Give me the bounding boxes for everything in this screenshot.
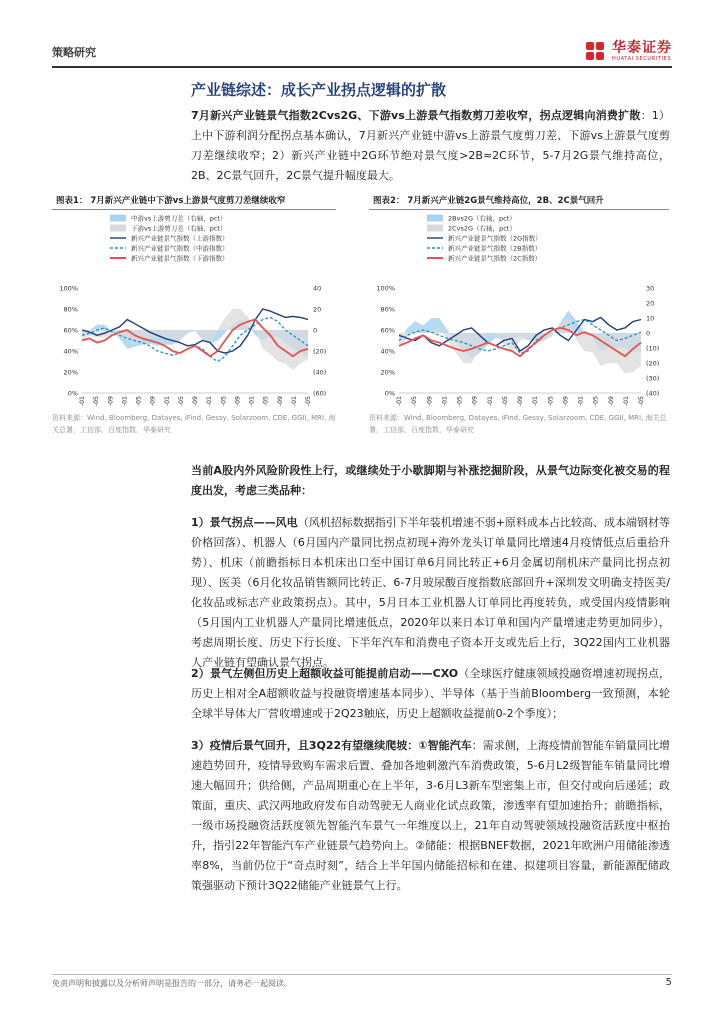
figure-1 [52, 193, 336, 436]
chart-2 [369, 210, 669, 406]
x-tick [150, 396, 157, 406]
item-1-paragraph [191, 513, 670, 673]
legend-label: 2Cvs2G（右轴，pct） [448, 224, 516, 233]
figure-2-source: 资料来源：Wind, Bloomberg, Datayes, iFind, Gessy, Solarzoom, CDE, GGII, MRI, 海关总署，工信部，百度指数，华泰研究 [369, 414, 667, 434]
item-2-paragraph [191, 664, 670, 724]
lead-paragraph: 当前A股内外风险阶段性上行，或继续处于小歇脚期与补涨挖掘阶段，从景气边际变化被交易的程度出发，考虑三类品种： [191, 464, 670, 497]
figure-2-title: 图表2： 7月新兴产业链2G景气维持高位，2B、2C景气回升 [369, 193, 669, 210]
x-tick [178, 396, 185, 406]
x-tick [578, 396, 585, 406]
x-tick [472, 396, 479, 406]
item-3-bold: 3）疫情后景气回升，且3Q22有望继续爬坡：①智能汽车 [191, 739, 472, 752]
x-tick [93, 396, 100, 406]
x-tick [532, 396, 539, 406]
y-right-tick: (40) [646, 389, 660, 398]
item-1-bold: 1）景气拐点——风电 [191, 516, 298, 529]
y-right-tick: 30 [646, 284, 655, 293]
logo-name-en: HUATAI SECURITIES [612, 55, 672, 62]
y-left-tick: 20% [63, 368, 78, 377]
x-tick [517, 396, 524, 406]
item-3-text: ：需求侧，上海疫情前智能车销量同比增速趋势回升，疫情导致购车需求后置、叠加各地刺激汽车消费政策，5-6月L2级智能车销量同比增速大幅回升；供给侧，产品周期重心在上半年，3-6月L3新车型密集上市，但交付或向后递延；政策面，重庆、武汉两地政府发布自动驾驶无人商业化试点政策，渗透率有望加速抬升；前瞻指标，一级市场投融资活跃度领先智能汽车景气一年维度以上，21年自动驾驶领域投融资活跃度中枢抬升，指引22年智能汽车产业链景气趋势向上。②储能：根据BNEF数据，2021年欧洲户用储能渗透率8%，当前仍位于“奇点时刻”，结合上半年国内储能招标和在建、拟建项目容量，新能源配储政策强驱动下预计3Q22储能产业链景气上行。 [191, 739, 671, 892]
y-right-tick: (20) [313, 347, 327, 356]
legend-label: 下游vs上游剪刀差（右轴，pct） [131, 224, 227, 233]
y-left-tick: 100% [376, 284, 395, 293]
item-1-text: （风机招标数据指引下半年装机增速不弱+原料成本占比较高、成本端钢材等价格回落）、机器人（6月国内产量同比拐点初现+海外龙头订单量同比增速4月疫情低点后重拾升势）、机床（前瞻指标日本机床出口至中国订单6月同比转正+6月金属切削机床产量同比拐点初现）、医美（6月化妆品销售额同比转正、6-7月玻尿酸百度指数底部回升+深圳发文明确支持医美/化妆品或标志产业政策拐点）。其中，5月日本工业机器人订单同比再度转负，或受国内疫情影响（5月国内工业机器人产量同比增速低点，2020年以来日本订单和国内产量增速走势更加同步），考虑周期长度、历史下行长度、下半年汽车和消费电子资本开支或先后上行，3Q22国内工业机器人产业链有望确认景气拐点。 [191, 516, 670, 669]
x-tick [249, 396, 256, 406]
y-left-tick: 60% [63, 326, 78, 335]
x-tick [277, 396, 284, 406]
x-tick [192, 396, 199, 406]
x-tick [79, 396, 86, 406]
x-tick [638, 396, 645, 406]
x-tick [623, 396, 630, 406]
x-tick [547, 396, 554, 406]
chart-1 [52, 210, 336, 406]
x-tick [396, 396, 403, 406]
x-tick [502, 396, 509, 406]
y-right-tick: (20) [646, 359, 660, 368]
x-tick [457, 396, 464, 406]
figure-1-source: 资料来源：Wind, Bloomberg, Datayes, iFind, Gessy, Solarzoom, CDE, GGII, MRI, 海关总署，工信部，百度指数，华泰研究 [52, 414, 336, 434]
x-tick [206, 396, 213, 406]
x-tick [562, 396, 569, 406]
legend-label: 中游vs上游剪刀差（右轴，pct） [131, 214, 227, 223]
item-2-bold: 2）景气左侧但历史上超额收益可能提前启动——CXO [191, 667, 459, 680]
x-tick [593, 396, 600, 406]
x-tick [136, 396, 143, 406]
figure-2 [369, 193, 669, 436]
logo-name: 华泰证券 [612, 39, 672, 56]
y-left-tick: 100% [59, 284, 78, 293]
legend-label: 2Bvs2G（右轴，pct） [448, 214, 516, 223]
y-right-tick: 0 [313, 326, 318, 335]
footer-disclaimer: 免责声明和披露以及分析师声明是报告的一部分，请务必一起阅读。 [52, 979, 292, 988]
x-tick [234, 396, 241, 406]
legend-label: 新兴产业链景气指数（2B指数） [448, 244, 542, 253]
legend-swatch [427, 225, 443, 232]
y-right-tick: (30) [646, 374, 660, 383]
x-tick [121, 396, 128, 406]
x-tick [411, 396, 418, 406]
y-left-tick: 0% [67, 389, 78, 398]
section-label: 策略研究 [52, 46, 96, 59]
x-tick [426, 396, 433, 406]
y-right-tick: 20 [313, 305, 322, 314]
legend-label: 新兴产业链景气指数（下游指数） [131, 254, 229, 263]
y-left-tick: 80% [63, 305, 78, 314]
x-tick [291, 396, 298, 406]
brand-logo [584, 40, 672, 62]
legend-swatch [110, 225, 126, 232]
y-right-tick: 20 [646, 299, 655, 308]
y-right-tick: 40 [313, 284, 322, 293]
legend-label: 新兴产业链景气指数（2C指数） [448, 254, 542, 263]
y-right-tick: 10 [646, 314, 655, 323]
x-tick [220, 396, 227, 406]
y-left-tick: 0% [384, 389, 395, 398]
x-tick [305, 396, 312, 406]
x-tick [107, 396, 114, 406]
page-number: 5 [665, 977, 672, 988]
y-right-tick: (10) [646, 344, 660, 353]
intro-text: ：1）上中下游利润分配拐点基本确认，7月新兴产业链中游vs上游景气度剪刀差、下游vs上游景气度剪刀差继续收窄；2）新兴产业链中2G环节绝对景气度>2B≈2C环节，5-7月2G景气维持高位，2B、2C景气回升，2C景气提升幅度最大。 [191, 109, 670, 182]
y-left-tick: 40% [380, 347, 395, 356]
legend-label: 新兴产业链景气指数（上游指数） [131, 234, 229, 243]
y-left-tick: 20% [380, 368, 395, 377]
x-tick [487, 396, 494, 406]
y-left-tick: 40% [63, 347, 78, 356]
legend-label: 新兴产业链景气指数（中游指数） [131, 244, 229, 253]
item-2-text: （全球医疗健康领域投融资增速初现拐点，历史上相对全A超额收益与投融资增速基本同步）、半导体（基于当前Bloomberg一致预测，本轮全球半导体大厂营收增速或于2Q23触底，历史上超额收益提前0-2个季度）； [191, 667, 670, 720]
y-right-tick: 0 [646, 329, 651, 338]
item-3-paragraph [191, 736, 670, 896]
legend-label: 新兴产业链景气指数（2G指数） [448, 234, 542, 243]
figure-1-title: 图表1： 7月新兴产业链中下游vs上游景气度剪刀差继续收窄 [52, 193, 336, 210]
intro-paragraph [191, 106, 670, 186]
logo-icon [584, 40, 606, 62]
x-tick [608, 396, 615, 406]
footer-divider [52, 974, 672, 975]
y-left-tick: 80% [380, 305, 395, 314]
intro-bold: 7月新兴产业链景气指数2Cvs2G、下游vs上游景气指数剪刀差收窄，拐点逻辑向消费扩散 [191, 109, 641, 122]
x-tick [263, 396, 270, 406]
header-divider [52, 66, 672, 68]
y-right-tick: (60) [313, 389, 327, 398]
legend-swatch [427, 215, 443, 222]
legend-swatch [110, 215, 126, 222]
x-tick [164, 396, 171, 406]
y-right-tick: (40) [313, 368, 327, 377]
section-title: 产业链综述：成长产业拐点逻辑的扩散 [191, 81, 447, 99]
page-header [52, 40, 672, 64]
y-left-tick: 60% [380, 326, 395, 335]
x-tick [441, 396, 448, 406]
